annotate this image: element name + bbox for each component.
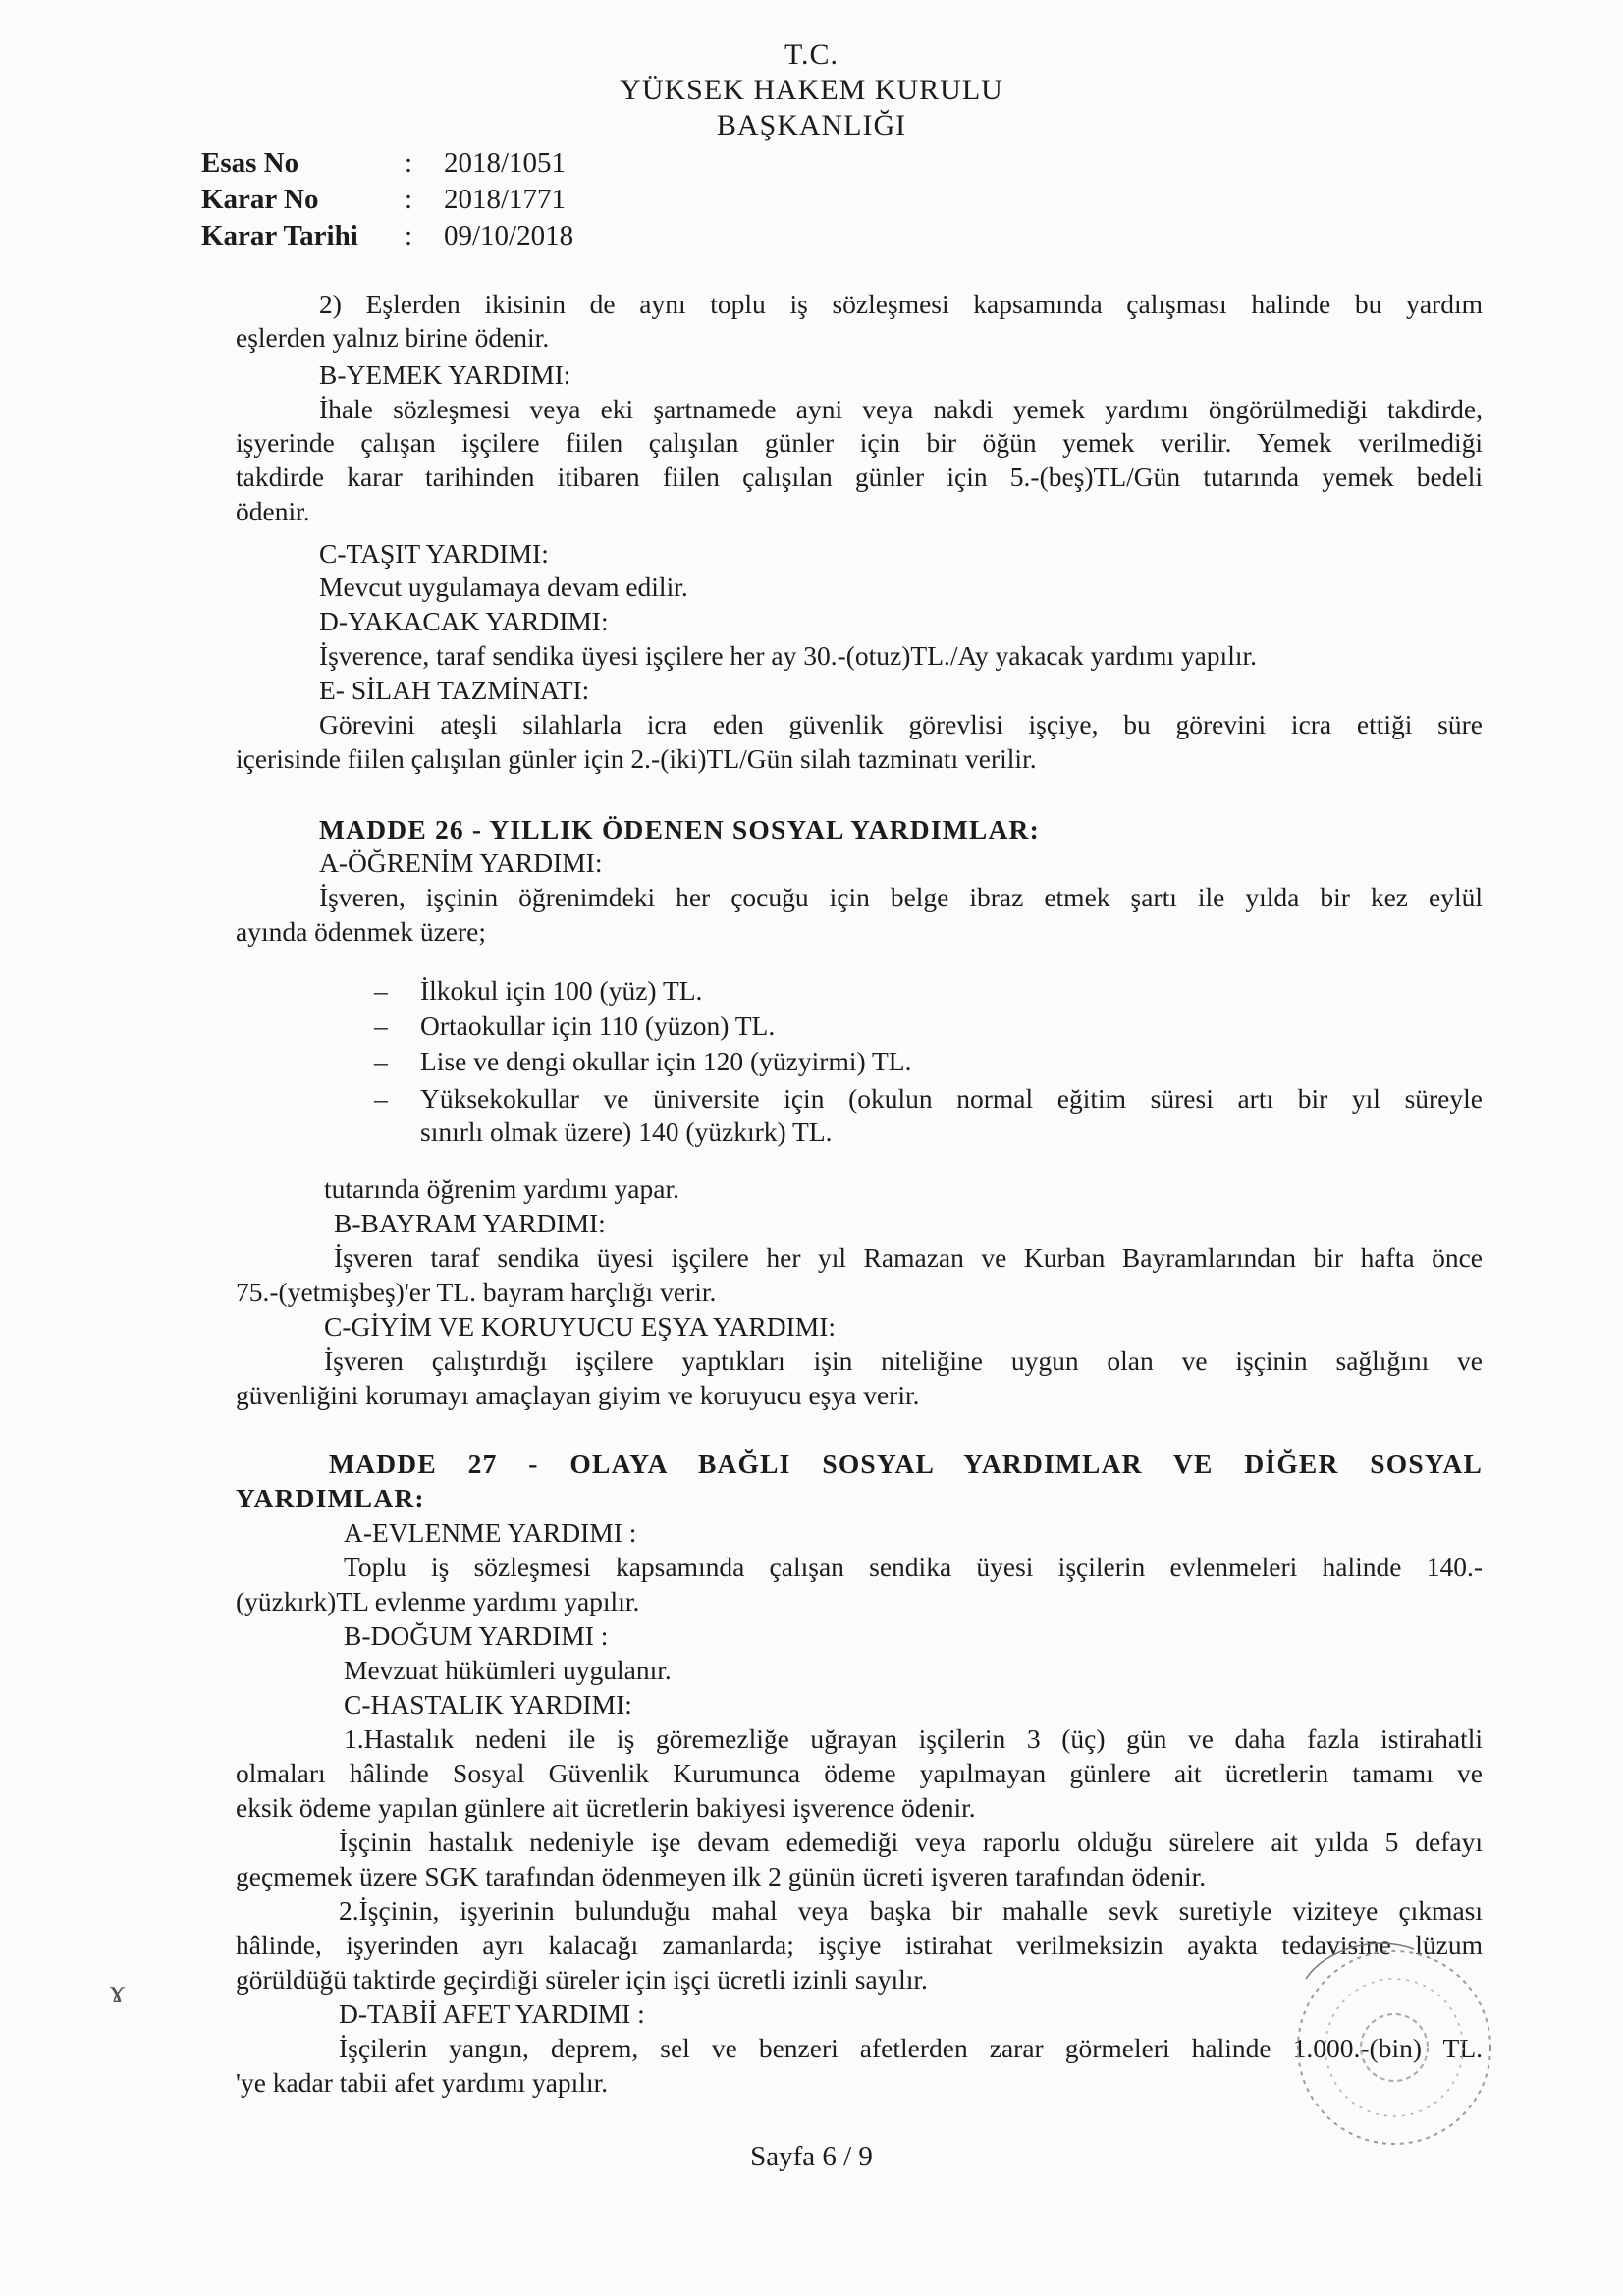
- para-line: ayında ödenmek üzere;: [236, 916, 487, 947]
- para-line: eksik ödeme yapılan günlere ait ücretlerin bakiyesi işverence ödenir.: [236, 1792, 976, 1823]
- para-line: hâlinde, işyerinden ayrı kalacağı zamanlarda; işçiye istirahat verilmeksizin ayakta tedavisine lüzum: [236, 1930, 1483, 1960]
- para-line: görüldüğü taktirde geçirdiği süreler için işçi ücretli izinli sayılır.: [236, 1964, 928, 1995]
- margin-mark-icon: ɤ: [110, 1974, 126, 2010]
- para-line: İşveren çalıştırdığı işçilere yaptıkları işin niteliğine uygun olan ve işçinin sağlığını ve: [324, 1345, 1483, 1376]
- para-line: İşveren, işçinin öğrenimdeki her çocuğu için belge ibraz etmek şartı ile yılda bir kez eylül: [319, 882, 1483, 912]
- meta-row-esas: [201, 145, 573, 182]
- header-line-presidency: BAŞKANLIĞI: [716, 109, 907, 141]
- case-meta: [201, 145, 573, 254]
- meta-label: Karar Tarihi: [201, 220, 358, 251]
- page-number: Sayfa 6 / 9: [750, 2141, 873, 2172]
- article-27-heading: MADDE 27 - OLAYA BAĞLI SOSYAL YARDIMLAR VE DİĞER SOSYAL: [329, 1449, 1483, 1479]
- bullet-text: sınırlı olmak üzere) 140 (yüzkırk) TL.: [420, 1117, 833, 1147]
- para-line: eşlerden yalnız birine ödenir.: [236, 322, 550, 353]
- para-line: Toplu iş sözleşmesi kapsamında çalışan sendika üyesi işçilerin evlenmeleri halinde 140.-: [344, 1552, 1483, 1582]
- para-line: İşçilerin yangın, deprem, sel ve benzeri afetlerden zarar görmeleri halinde 1.000.-(bin) TL.: [339, 2033, 1483, 2063]
- para-line: Görevini ateşli silahlarla icra eden güvenlik görevlisi işçiye, bu görevini icra ettiği süre: [319, 709, 1483, 739]
- para-line: İhale sözleşmesi veya eki şartnamede ayni veya nakdi yemek yardımı öngörülmediği takdirde,: [319, 394, 1483, 424]
- section-heading: B-DOĞUM YARDIMI :: [344, 1620, 609, 1651]
- meta-colon: :: [405, 184, 413, 215]
- para-line: 'ye kadar tabii afet yardımı yapılır.: [236, 2067, 609, 2098]
- para-line: geçmemek üzere SGK tarafından ödenmeyen ilk 2 günün ücreti işveren tarafından ödenir.: [236, 1861, 1207, 1891]
- bullet-text: Ortaokullar için 110 (yüzon) TL.: [420, 1011, 776, 1041]
- bullet-item: [374, 1045, 912, 1078]
- meta-value: 2018/1051: [444, 147, 567, 179]
- para-line: takdirde karar tarihinden itibaren fiilen çalışılan günler için 5.-(beş)TL/Gün tutarında yemek bedeli: [236, 462, 1483, 492]
- meta-colon: :: [405, 147, 413, 179]
- section-heading: D-YAKACAK YARDIMI:: [319, 606, 609, 636]
- dash-icon: –: [374, 1083, 388, 1114]
- meta-label: Karar No: [201, 184, 319, 215]
- dash-icon: –: [374, 1011, 388, 1041]
- meta-colon: :: [405, 220, 413, 251]
- meta-value: 2018/1771: [444, 184, 567, 215]
- meta-label: Esas No: [201, 147, 299, 179]
- para-line: tutarında öğrenim yardımı yapar.: [324, 1174, 679, 1204]
- para-line: (yüzkırk)TL evlenme yardımı yapılır.: [236, 1586, 640, 1616]
- bullet-item: [374, 974, 703, 1008]
- bullet-item: [374, 1082, 1483, 1116]
- dash-icon: –: [374, 1046, 388, 1076]
- header-line-court: YÜKSEK HAKEM KURULU: [620, 74, 1003, 106]
- section-heading: B-YEMEK YARDIMI:: [319, 359, 571, 390]
- meta-value: 09/10/2018: [444, 220, 574, 251]
- para-line: ödenir.: [236, 496, 310, 526]
- official-stamp-icon: [1286, 1940, 1502, 2156]
- para-line: Mevzuat hükümleri uygulanır.: [344, 1655, 672, 1685]
- section-heading: C-TAŞIT YARDIMI:: [319, 538, 549, 569]
- bullet-text: Lise ve dengi okullar için 120 (yüzyirmi) TL.: [420, 1046, 912, 1076]
- bullet-text: Yüksekokullar ve üniversite için (okulun normal eğitim süresi artı bir yıl süreyle: [420, 1083, 1483, 1114]
- bullet-text: İlkokul için 100 (yüz) TL.: [420, 975, 703, 1006]
- para-line: İşveren taraf sendika üyesi işçilere her yıl Ramazan ve Kurban Bayramlarından bir hafta önce: [334, 1242, 1483, 1273]
- article-26-heading: MADDE 26 - YILLIK ÖDENEN SOSYAL YARDIMLAR:: [319, 814, 1040, 845]
- section-heading: A-EVLENME YARDIMI :: [344, 1517, 637, 1548]
- para-line: İşçinin hastalık nedeniyle işe devam edemediği veya raporlu olduğu sürelere ait yılda 5 defayı: [339, 1827, 1483, 1857]
- meta-row-tarih: [201, 218, 573, 254]
- para-line: 75.-(yetmişbeş)'er TL. bayram harçlığı verir.: [236, 1277, 717, 1307]
- article-27-heading-cont: YARDIMLAR:: [236, 1483, 425, 1513]
- para-line: 2) Eşlerden ikisinin de aynı toplu iş sözleşmesi kapsamında çalışması halinde bu yardım: [319, 289, 1483, 319]
- section-heading: E- SİLAH TAZMİNATI:: [319, 675, 590, 705]
- header-line-tc: T.C.: [784, 38, 839, 71]
- section-heading: A-ÖĞRENİM YARDIMI:: [319, 847, 603, 878]
- para-line: güvenliğini korumayı amaçlayan giyim ve koruyucu eşya verir.: [236, 1380, 920, 1410]
- para-line: 1.Hastalık nedeni ile iş göremezliğe uğrayan işçilerin 3 (üç) gün ve daha fazla istirahatli: [344, 1723, 1483, 1754]
- para-line: işyerinde çalışan işçilere fiilen çalışılan günler için bir öğün yemek verilir. Yemek verilmediği: [236, 427, 1483, 458]
- para-line: 2.İşçinin, işyerinin bulunduğu mahal veya başka bir mahalle sevk suretiyle viziteye çıkması: [339, 1895, 1483, 1926]
- para-line: İşverence, taraf sendika üyesi işçilere her ay 30.-(otuz)TL./Ay yakacak yardımı yapılır.: [319, 640, 1257, 671]
- meta-row-karar: [201, 182, 573, 218]
- dash-icon: –: [374, 975, 388, 1006]
- section-heading: D-TABİİ AFET YARDIMI :: [339, 1998, 645, 2029]
- para-line: olmaları hâlinde Sosyal Güvenlik Kurumunca ödeme yapılmayan günlere ait ücretlerin tamamı ve: [236, 1758, 1483, 1788]
- section-heading: B-BAYRAM YARDIMI:: [334, 1208, 606, 1238]
- section-heading: C-GİYİM VE KORUYUCU EŞYA YARDIMI:: [324, 1311, 836, 1341]
- para-line: içerisinde fiilen çalışılan günler için 2.-(iki)TL/Gün silah tazminatı verilir.: [236, 743, 1037, 774]
- bullet-item: [374, 1010, 776, 1043]
- section-heading: C-HASTALIK YARDIMI:: [344, 1689, 632, 1720]
- para-line: Mevcut uygulamaya devam edilir.: [319, 572, 688, 602]
